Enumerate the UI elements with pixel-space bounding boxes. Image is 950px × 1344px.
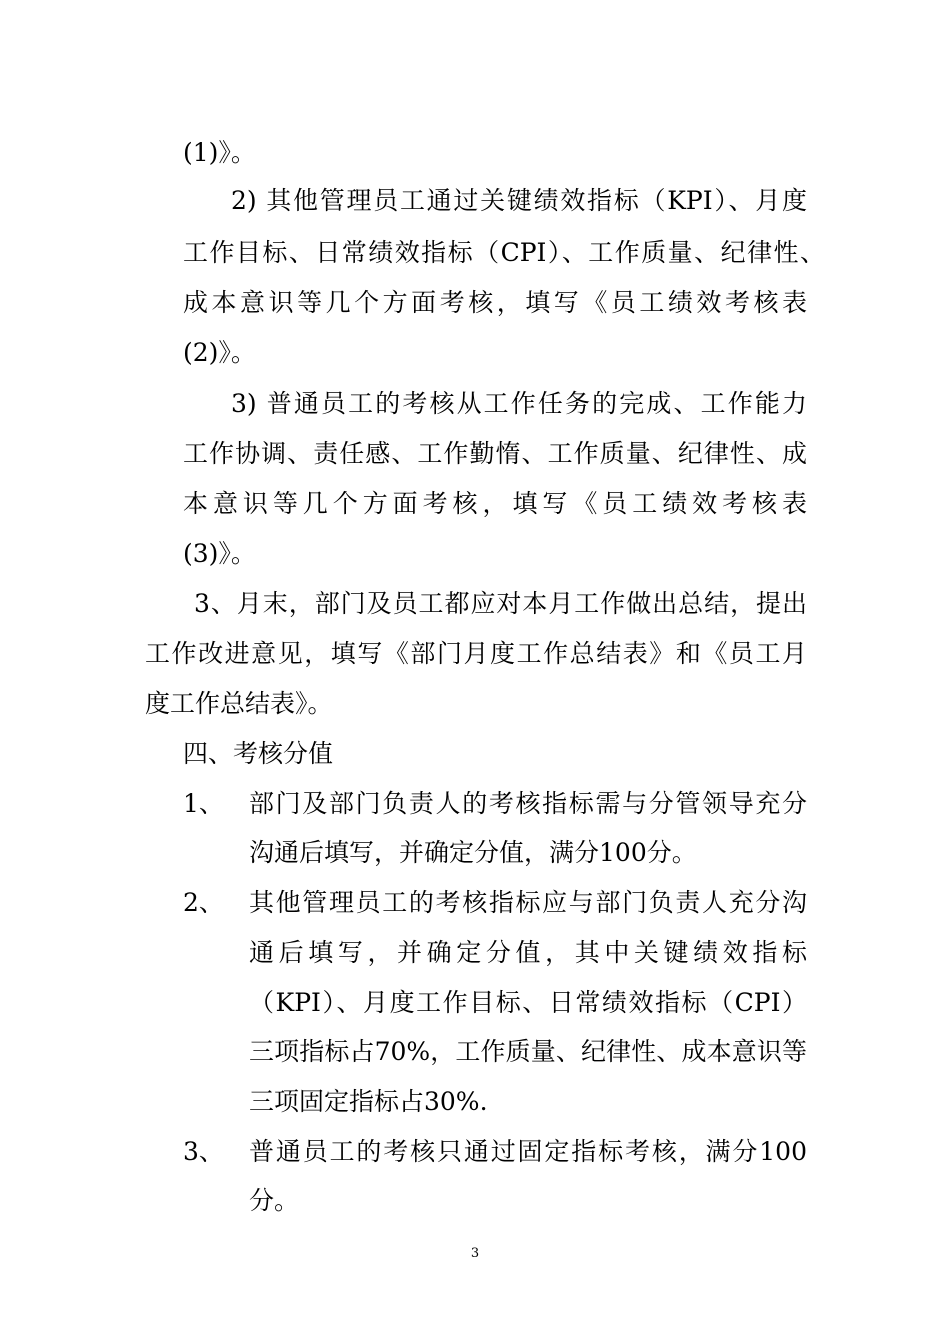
section-heading: 四、考核分值 [183,739,334,768]
text-line: 2) 其他管理员工通过关键绩效指标（KPI）、月度 [231,186,807,215]
text-line: 3、月末，部门及员工都应对本月工作做出总结，提出 [194,589,807,618]
text-line: 分。 [249,1186,300,1215]
text-line: （KPI）、月度工作目标、日常绩效指标（CPI） [249,988,807,1017]
text-line: 三项指标占70%，工作质量、纪律性、成本意识等 [249,1037,807,1066]
text-line: 成本意识等几个方面考核，填写《员工绩效考核表 [183,288,807,317]
text-line: 工作目标、日常绩效指标（CPI）、工作质量、纪律性、 [183,238,825,267]
text-line: 工作协调、责任感、工作勤惰、工作质量、纪律性、成 [183,439,807,468]
text-line: 三项固定指标占30%. [249,1087,488,1116]
text-line: 本意识等几个方面考核，填写《员工绩效考核表 [183,489,807,518]
text-line: 3) 普通员工的考核从工作任务的完成、工作能力 [231,389,807,418]
text-line: (1)》。 [183,138,256,167]
text-line: (3)》。 [183,539,256,568]
page-number: 3 [470,1246,480,1261]
text-line: 度工作总结表》。 [145,689,333,718]
text-line: 普通员工的考核只通过固定指标考核，满分100 [249,1137,807,1166]
text-line: 沟通后填写，并确定分值，满分100分。 [249,838,697,867]
text-line: 工作改进意见，填写《部门月度工作总结表》和《员工月 [145,639,807,668]
text-line: 其他管理员工的考核指标应与部门负责人充分沟 [249,888,807,917]
list-number: 3、 [183,1137,224,1166]
text-line: (2)》。 [183,338,256,367]
text-line: 部门及部门负责人的考核指标需与分管领导充分 [249,789,807,818]
list-number: 2、 [183,888,224,917]
list-number: 1、 [183,789,224,818]
text-line: 通后填写，并确定分值，其中关键绩效指标 [249,938,807,967]
